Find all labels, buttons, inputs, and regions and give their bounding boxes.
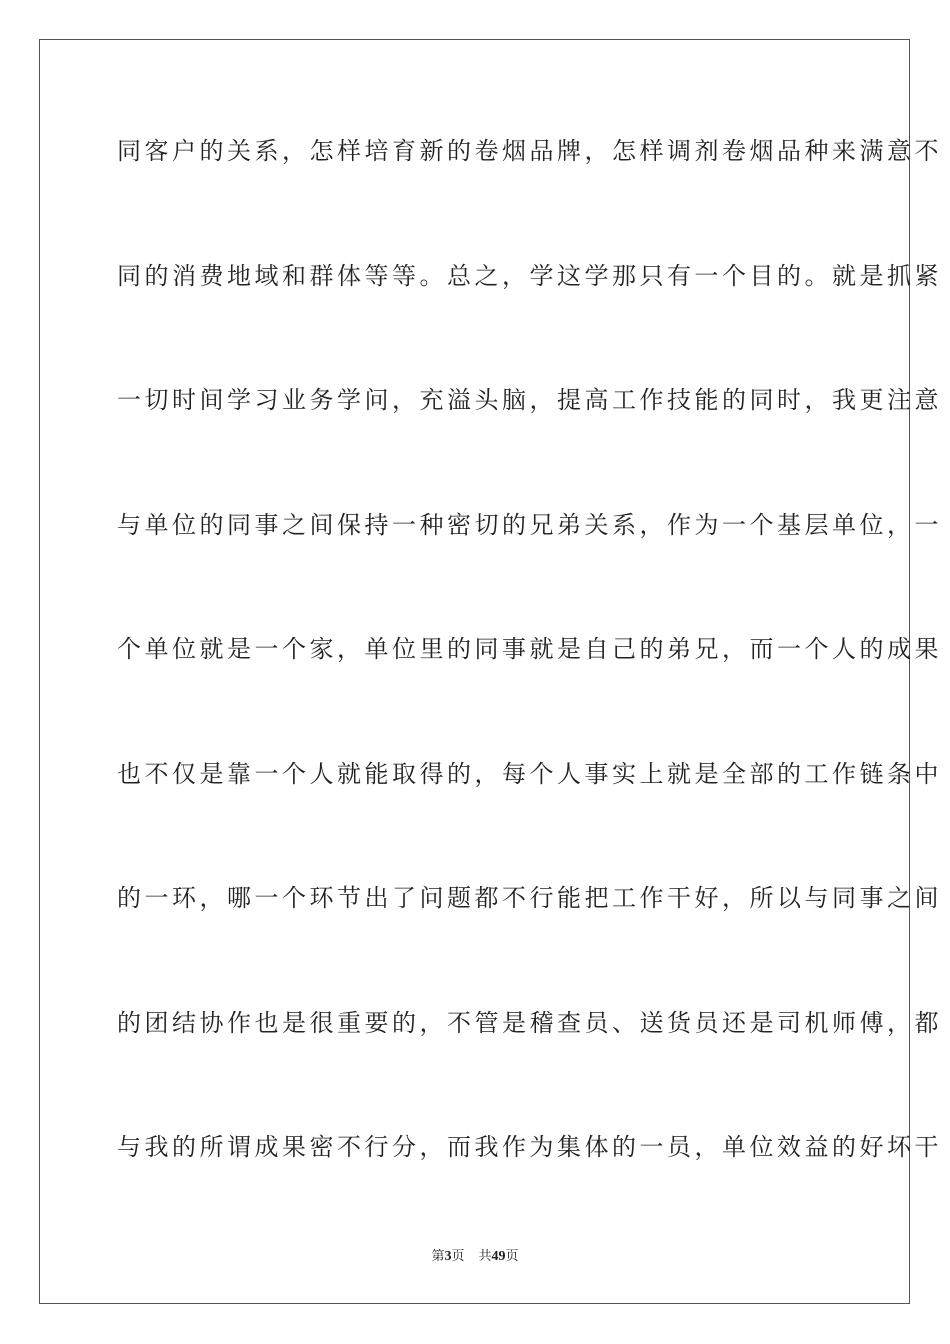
text-line: 个单位就是一个家，单位里的同事就是自己的弟兄，而一个人的成果 xyxy=(117,635,942,663)
text-line: 与我的所谓成果密不行分，而我作为集体的一员，单位效益的好坏干 xyxy=(117,1133,942,1161)
total-prefix: 共 xyxy=(478,1249,492,1264)
text-line: 也不仅是靠一个人就能取得的，每个人事实上就是全部的工作链条中 xyxy=(117,759,942,788)
page-number: 3 xyxy=(444,1249,452,1264)
text-line: 的团结协作也是很重要的，不管是稽查员、送货员还是司机师傅，都 xyxy=(117,1008,942,1037)
page-prefix: 第 xyxy=(431,1249,445,1264)
page-footer xyxy=(0,1248,950,1266)
text-line: 同的消费地域和群体等等。总之，学这学那只有一个目的。就是抓紧 xyxy=(117,261,942,290)
page-suffix: 页 xyxy=(451,1249,465,1264)
total-suffix: 页 xyxy=(505,1249,519,1264)
total-pages: 49 xyxy=(491,1249,506,1264)
text-line: 的一环，哪一个环节出了问题都不行能把工作干好，所以与同事之间 xyxy=(117,884,942,912)
text-line: 一切时间学习业务学问，充溢头脑，提高工作技能的同时，我更注意 xyxy=(117,386,942,414)
body-text xyxy=(117,126,942,1247)
text-line: 与单位的同事之间保持一种密切的兄弟关系，作为一个基层单位，一 xyxy=(117,510,942,539)
text-line: 同客户的关系，怎样培育新的卷烟品牌，怎样调剂卷烟品种来满意不 xyxy=(117,137,942,165)
